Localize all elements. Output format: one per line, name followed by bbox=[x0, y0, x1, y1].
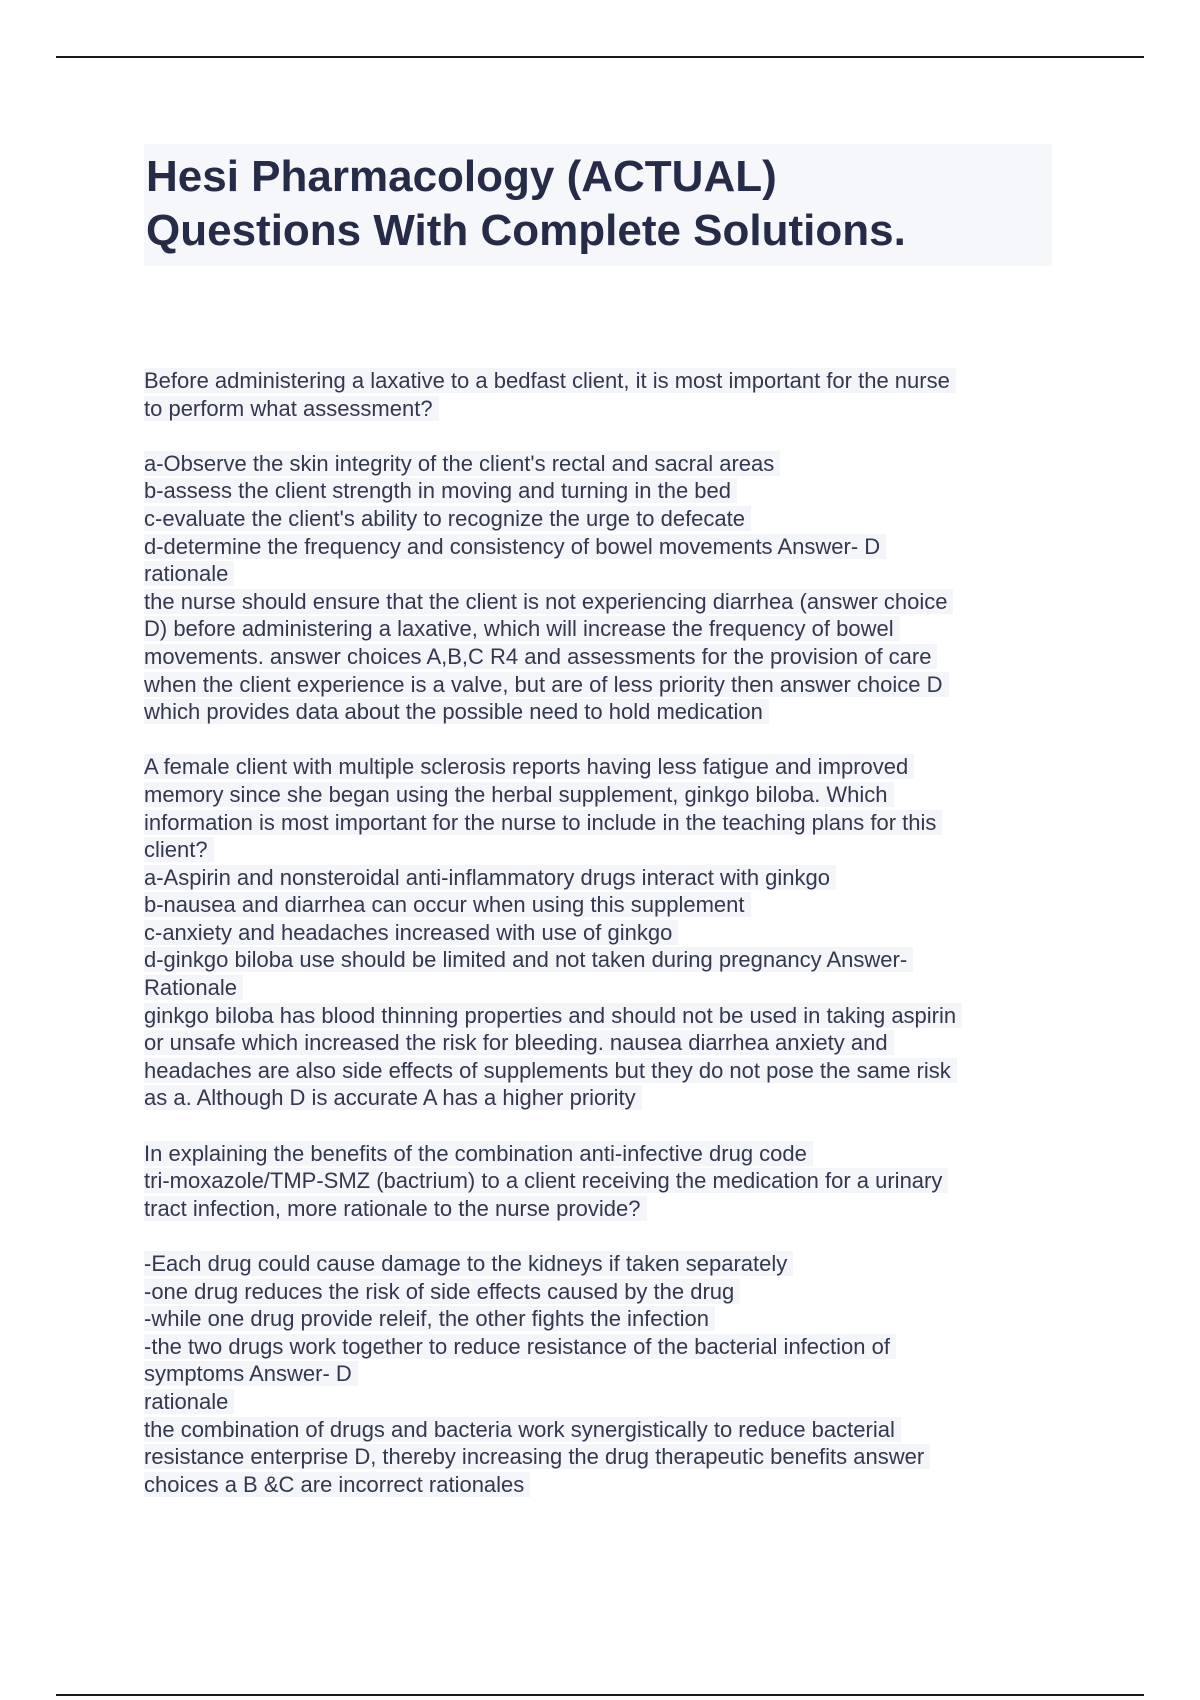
rationale-text bbox=[144, 1002, 1064, 1030]
text-line bbox=[144, 809, 1064, 837]
rationale-label bbox=[144, 974, 1064, 1002]
text-span: Rationale bbox=[144, 975, 243, 1000]
rationale-text bbox=[144, 1443, 1064, 1471]
text-span: In explaining the benefits of the combination anti-infective drug code bbox=[144, 1141, 813, 1166]
text-span: tri-moxazole/TMP-SMZ (bactrium) to a client receiving the medication for a urinary bbox=[144, 1168, 948, 1193]
text-span: choices a B &C are incorrect rationales bbox=[144, 1472, 530, 1497]
title-line-2: Questions With Complete Solutions. bbox=[146, 206, 906, 255]
text-span: resistance enterprise D, thereby increasing the drug therapeutic benefits answer bbox=[144, 1444, 930, 1469]
question-block-2 bbox=[144, 753, 1064, 1112]
text-span: -while one drug provide releif, the other fights the infection bbox=[144, 1306, 715, 1331]
rationale-text bbox=[144, 1057, 1064, 1085]
text-span: client? bbox=[144, 837, 214, 862]
bottom-divider bbox=[56, 1694, 1144, 1696]
answer-option bbox=[144, 450, 1064, 478]
text-span: A female client with multiple sclerosis reports having less fatigue and improved bbox=[144, 754, 914, 779]
rationale-text bbox=[144, 1416, 1064, 1444]
rationale-text bbox=[144, 1029, 1064, 1057]
rationale-text bbox=[144, 1471, 1064, 1499]
text-span: movements. answer choices A,B,C R4 and assessments for the provision of care bbox=[144, 644, 937, 669]
answer-option bbox=[144, 1333, 1064, 1361]
question-block-1 bbox=[144, 367, 1064, 726]
answer-option bbox=[144, 891, 1064, 919]
text-span: c-anxiety and headaches increased with use of ginkgo bbox=[144, 920, 678, 945]
rationale-label bbox=[144, 1388, 1064, 1416]
text-span: tract infection, more rationale to the nurse provide? bbox=[144, 1196, 647, 1221]
text-span: rationale bbox=[144, 561, 234, 586]
text-span: -Each drug could cause damage to the kidneys if taken separately bbox=[144, 1251, 793, 1276]
blank-line bbox=[144, 1112, 1064, 1140]
answer-option bbox=[144, 1305, 1064, 1333]
text-line bbox=[144, 395, 1064, 423]
text-span: -one drug reduces the risk of side effects caused by the drug bbox=[144, 1279, 740, 1304]
text-line bbox=[144, 1140, 1064, 1168]
rationale-text bbox=[144, 671, 1064, 699]
text-line bbox=[144, 367, 1064, 395]
text-span: c-evaluate the client's ability to recognize the urge to defecate bbox=[144, 506, 751, 531]
question-block-3 bbox=[144, 1140, 1064, 1499]
text-span: d-ginkgo biloba use should be limited and not taken during pregnancy Answer- bbox=[144, 947, 913, 972]
text-span: which provides data about the possible need to hold medication bbox=[144, 699, 769, 724]
text-span: to perform what assessment? bbox=[144, 396, 439, 421]
text-line bbox=[144, 781, 1064, 809]
text-span: or unsafe which increased the risk for bleeding. nausea diarrhea anxiety and bbox=[144, 1030, 894, 1055]
blank-line bbox=[144, 422, 1064, 450]
document-body bbox=[144, 367, 1064, 1498]
text-span: ginkgo biloba has blood thinning properties and should not be used in taking aspirin bbox=[144, 1003, 962, 1028]
rationale-text bbox=[144, 615, 1064, 643]
text-line bbox=[144, 753, 1064, 781]
text-span: symptoms Answer- D bbox=[144, 1361, 358, 1386]
text-span: rationale bbox=[144, 1389, 234, 1414]
text-span: the combination of drugs and bacteria work synergistically to reduce bacterial bbox=[144, 1417, 901, 1442]
document-title bbox=[144, 144, 1052, 266]
text-span: d-determine the frequency and consistency of bowel movements Answer- D bbox=[144, 534, 886, 559]
text-span: b-nausea and diarrhea can occur when using this supplement bbox=[144, 892, 751, 917]
answer-option bbox=[144, 477, 1064, 505]
text-span: D) before administering a laxative, which will increase the frequency of bowel bbox=[144, 616, 900, 641]
blank-line bbox=[144, 1222, 1064, 1250]
rationale-text bbox=[144, 698, 1064, 726]
text-line bbox=[144, 836, 1064, 864]
text-span: as a. Although D is accurate A has a higher priority bbox=[144, 1085, 642, 1110]
answer-option bbox=[144, 1360, 1064, 1388]
answer-option bbox=[144, 1250, 1064, 1278]
text-span: -the two drugs work together to reduce resistance of the bacterial infection of bbox=[144, 1334, 896, 1359]
rationale-label bbox=[144, 560, 1064, 588]
text-span: memory since she began using the herbal supplement, ginkgo biloba. Which bbox=[144, 782, 894, 807]
text-span: when the client experience is a valve, but are of less priority then answer choice D bbox=[144, 672, 949, 697]
answer-option bbox=[144, 946, 1064, 974]
text-span: headaches are also side effects of supplements but they do not pose the same risk bbox=[144, 1058, 957, 1083]
top-divider bbox=[56, 56, 1144, 58]
answer-option bbox=[144, 864, 1064, 892]
text-span: a-Observe the skin integrity of the client's rectal and sacral areas bbox=[144, 451, 780, 476]
answer-option bbox=[144, 533, 1064, 561]
answer-option bbox=[144, 1278, 1064, 1306]
text-span: Before administering a laxative to a bedfast client, it is most important for the nurse bbox=[144, 368, 956, 393]
text-span: b-assess the client strength in moving and turning in the bed bbox=[144, 478, 737, 503]
answer-option bbox=[144, 505, 1064, 533]
title-line-1: Hesi Pharmacology (ACTUAL) bbox=[146, 152, 777, 201]
rationale-text bbox=[144, 1084, 1064, 1112]
text-line bbox=[144, 1195, 1064, 1223]
text-span: information is most important for the nurse to include in the teaching plans for this bbox=[144, 810, 942, 835]
rationale-text bbox=[144, 643, 1064, 671]
text-span: a-Aspirin and nonsteroidal anti-inflammatory drugs interact with ginkgo bbox=[144, 865, 836, 890]
blank-line bbox=[144, 726, 1064, 754]
text-line bbox=[144, 1167, 1064, 1195]
text-span: the nurse should ensure that the client is not experiencing diarrhea (answer choice bbox=[144, 589, 953, 614]
answer-option bbox=[144, 919, 1064, 947]
rationale-text bbox=[144, 588, 1064, 616]
